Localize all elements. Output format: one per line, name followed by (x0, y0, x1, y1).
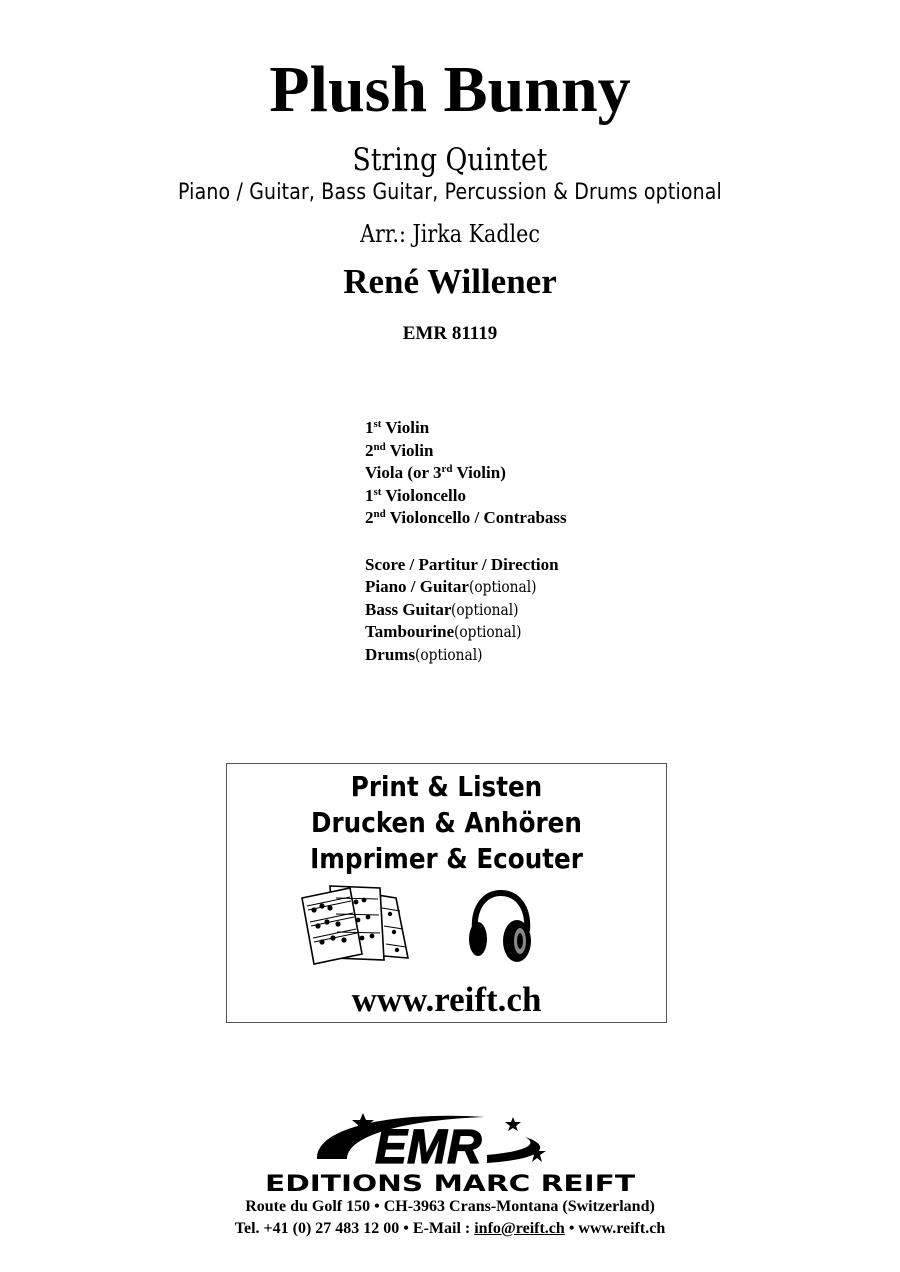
extra-item: Tambourine(optional) (365, 622, 522, 641)
extra-item: Bass Guitar(optional) (365, 599, 519, 619)
extra-item: Drums(optional) (365, 644, 483, 664)
part-item: 2nd Violin (365, 440, 434, 460)
email-link[interactable]: info@reift.ch (474, 1220, 565, 1237)
page-title: Plush Bunny (269, 53, 631, 126)
arranger: Arr.: Jirka Kadlec (360, 220, 540, 248)
promo-line-en: Print & Listen (350, 770, 543, 803)
svg-text:EMR: EMR (375, 1121, 482, 1174)
extra-item: Piano / Guitar(optional) (365, 577, 537, 596)
part-item: 2nd Violoncello / Contrabass (365, 508, 567, 527)
print-listen-box (226, 763, 667, 1023)
part-item: 1st Violoncello (365, 485, 466, 505)
extra-item: Score / Partitur / Direction (365, 554, 559, 574)
part-item: 1st Violin (365, 418, 430, 437)
subtitle: String Quintet (352, 142, 548, 178)
sheet-music-icon (300, 884, 412, 966)
svg-text:EDITIONS MARC REIFT: EDITIONS MARC REIFT (265, 1172, 635, 1195)
promo-line-fr: Imprimer & Ecouter (310, 842, 583, 875)
parts-list (365, 417, 567, 666)
promo-line-de: Drucken & Anhören (311, 806, 582, 839)
publisher-address: Route du Golf 150 • CH-3963 Crans-Montana (Switzerland) (245, 1198, 655, 1215)
instrumentation: Piano / Guitar, Bass Guitar, Percussion & Drums optional (178, 180, 722, 205)
composer: René Willener (343, 262, 557, 301)
emr-logo (255, 1107, 645, 1195)
headphones-icon (465, 887, 535, 967)
website: www.reift.ch (351, 980, 542, 1019)
publisher-contact: Tel. +41 (0) 27 483 12 00 • E-Mail : info@reift.ch • www.reift.ch (234, 1220, 666, 1237)
catalog-number: EMR 81119 (402, 323, 498, 344)
part-item: Viola (or 3rd Violin) (365, 463, 506, 482)
